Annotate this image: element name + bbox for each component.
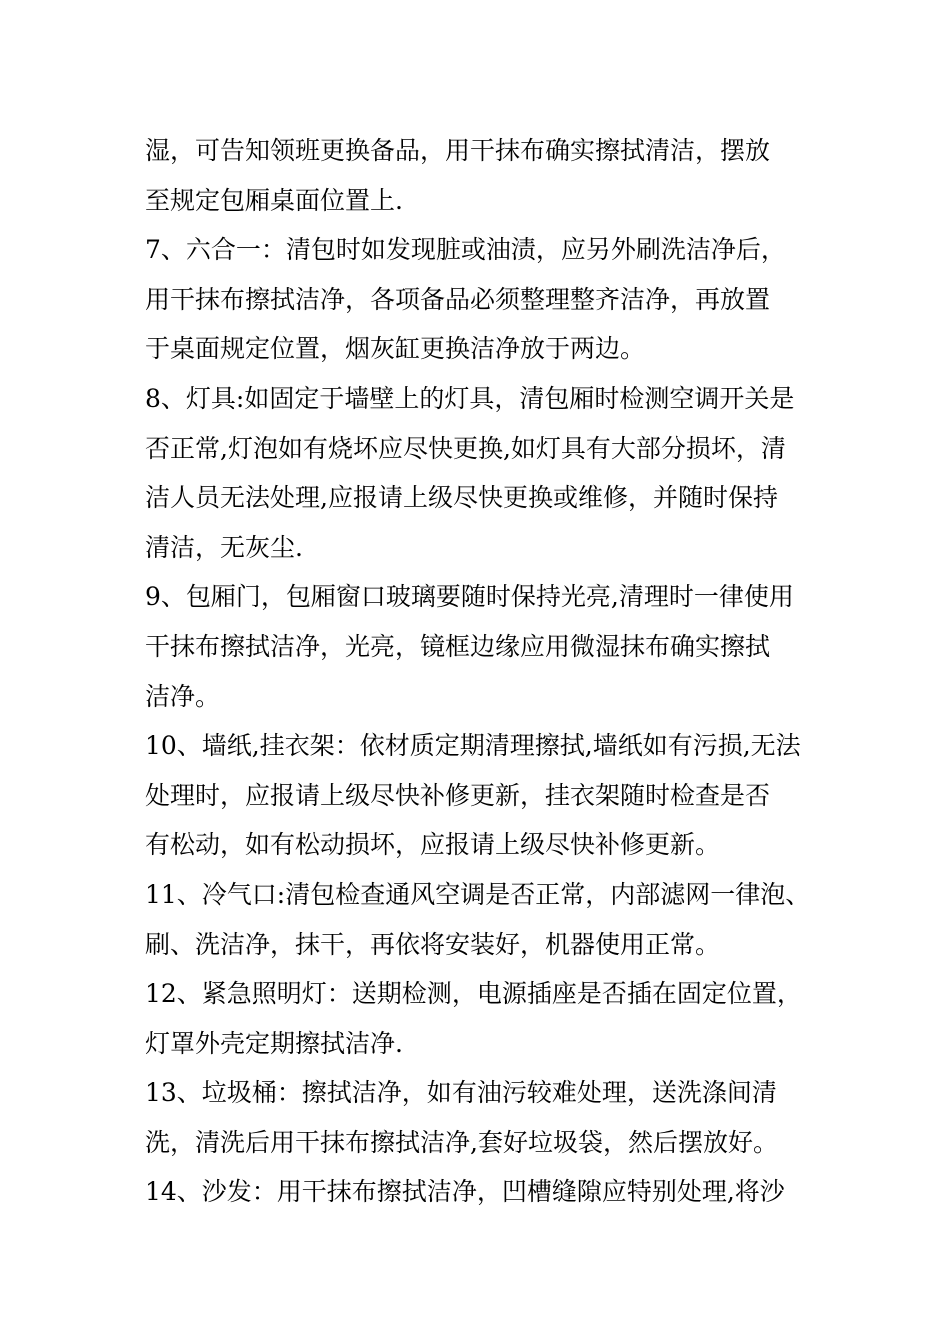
paragraph-item-11: 11、冷气口:清包检查通风空调是否正常，内部滤网一律泡、 刷、洗洁净，抹干，再依将安装好，机器使用正常。 <box>145 879 811 959</box>
paragraph-item-7: 7、六合一：清包时如发现脏或油渍，应另外刷洗洁净后， 用干抹布擦拭洁净，各项备品必须整理整齐洁净，再放置 于桌面规定位置，烟灰缸更换洁净放于两边。 <box>145 235 786 364</box>
paragraph-item-12: 12、紧急照明灯：送期检测，电源插座是否插在固定位置， 灯罩外壳定期擦拭洁净. <box>145 979 802 1058</box>
paragraph-item-13: 13、垃圾桶：擦拭洁净，如有油污较难处理，送洗涤间清 洗，清洗后用干抹布擦拭洁净,套好垃圾袋，然后摆放好。 <box>145 1078 778 1157</box>
paragraph-item-14: 14、沙发：用干抹布擦拭洁净，凹槽缝隙应特别处理,将沙 <box>145 1177 785 1207</box>
paragraph-item-8: 8、灯具:如固定于墙壁上的灯具，清包厢时检测空调开关是 否正常,灯泡如有烧坏应尽快更换,如灯具有大部分损坏，清 洁人员无法处理,应报请上级尽快更换或维修，并随时保持 清洁，无灰尘. <box>145 383 795 562</box>
paragraph-continued: 湿，可告知领班更换备品，用干抹布确实擦拭清洁，摆放 至规定包厢桌面位置上. <box>145 136 771 215</box>
paragraph-item-9: 9、包厢门，包厢窗口玻璃要随时保持光亮,清理时一律使用 干抹布擦拭洁净，光亮，镜框边缘应用微湿抹布确实擦拭 洁净。 <box>145 582 794 711</box>
paragraph-item-10: 10、墙纸,挂衣架：依材质定期清理擦拭,墙纸如有污损,无法 处理时，应报请上级尽快补修更新，挂衣架随时检查是否 有松动，如有松动损坏，应报请上级尽快补修更新。 <box>145 731 801 860</box>
document-body <box>145 126 825 1217</box>
